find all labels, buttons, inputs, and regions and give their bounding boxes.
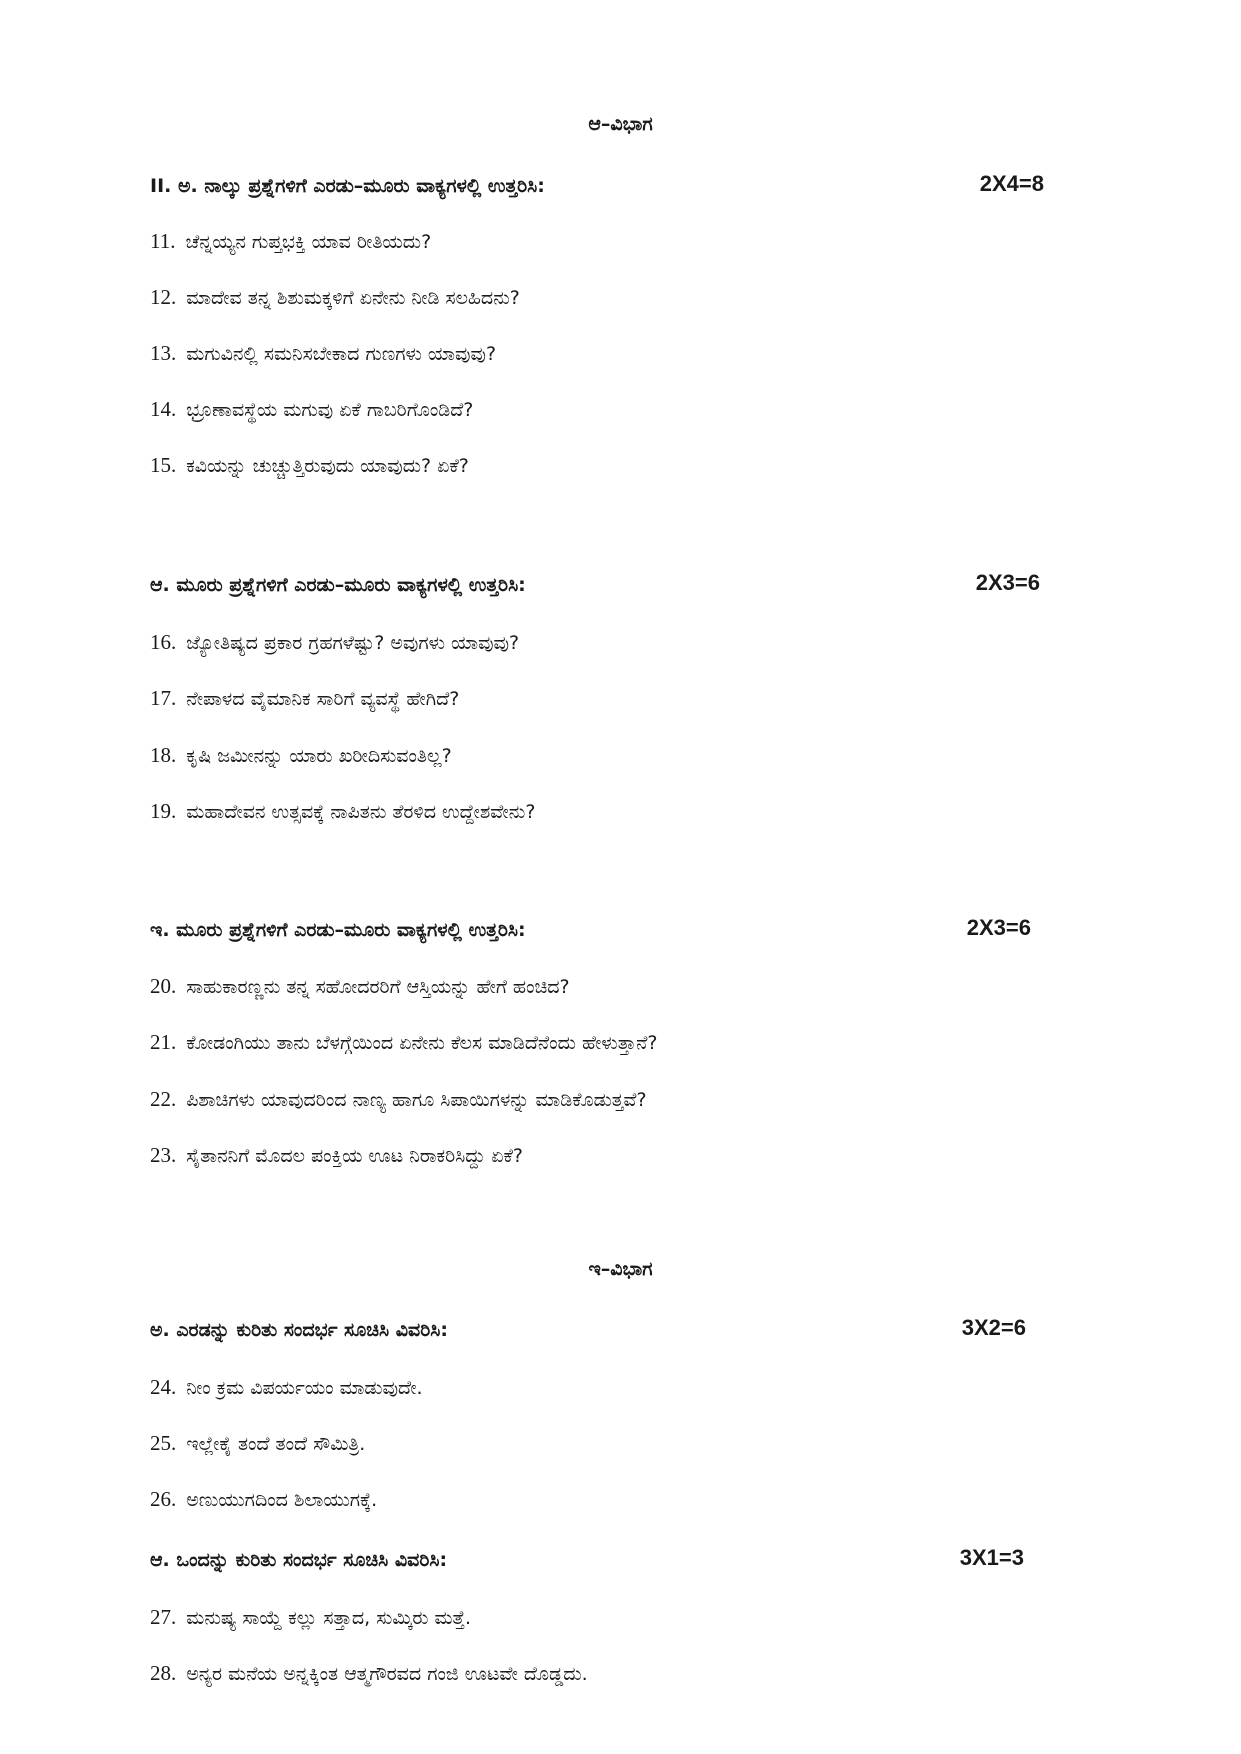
question-text: ಸೈತಾನನಿಗೆ ಮೊದಲ ಪಂಕ್ತಿಯ ಊಟ ನಿರಾಕರಿಸಿದ್ದು ಏಕೆ?: [186, 1145, 523, 1167]
part-instruction: II. ಅ. ನಾಲ್ಕು ಪ್ರಶ್ನೆಗಳಿಗೆ ಎರಡು–ಮೂರು ವಾಕ್ಯಗಳಲ್ಲಿ ಉತ್ತರಿಸಿ:: [150, 175, 545, 197]
question-number: 14.: [150, 397, 177, 421]
question-number: 27.: [150, 1605, 177, 1629]
question-item: [150, 341, 496, 366]
question-text: ಇಲ್ಲೇಕೈ ತಂದೆ ತಂದೆ ಸೌಮಿತ್ರಿ.: [186, 1433, 366, 1455]
question-number: 24.: [150, 1375, 177, 1399]
question-text: ಮಾದೇವ ತನ್ನ ಶಿಶುಮಕ್ಕಳಿಗೆ ಏನೇನು ನೀಡಿ ಸಲಹಿದನು?: [186, 287, 520, 309]
question-text: ಚೆನ್ನಯ್ಯನ ಗುಪ್ತಭಕ್ತಿ ಯಾವ ರೀತಿಯದು?: [185, 231, 432, 253]
question-text: ಕೋಡಂಗಿಯು ತಾನು ಬೆಳಗ್ಗೆಯಿಂದ ಏನೇನು ಕೆಲಸ ಮಾಡಿದೆನೆಂದು ಹೇಳುತ್ತಾನೆ?: [186, 1032, 658, 1054]
question-item: [150, 229, 431, 254]
question-number: 13.: [150, 341, 177, 365]
question-number: 22.: [150, 1087, 177, 1111]
question-text: ಅಣುಯುಗದಿಂದ ಶಿಲಾಯುಗಕ್ಕೆ.: [186, 1489, 378, 1511]
question-item: [150, 1661, 588, 1686]
question-text: ಸಾಹುಕಾರಣ್ಣನು ತನ್ನ ಸಹೋದರರಿಗೆ ಆಸ್ತಿಯನ್ನು ಹೇಗೆ ಹಂಚಿದ?: [186, 976, 570, 998]
question-item: [150, 630, 519, 655]
part-instruction: ಆ. ಒಂದನ್ನು ಕುರಿತು ಸಂದರ್ಭ ಸೂಚಿಸಿ ವಿವರಿಸಿ:: [150, 1549, 448, 1571]
question-number: 26.: [150, 1487, 177, 1511]
question-text: ಕೃಷಿ ಜಮೀನನ್ನು ಯಾರು ಖರೀದಿಸುವಂತಿಲ್ಲ?: [186, 745, 452, 767]
question-text: ಕವಿಯನ್ನು ಚುಚ್ಚುತ್ತಿರುವುದು ಯಾವುದು? ಏಕೆ?: [186, 455, 469, 477]
question-number: 25.: [150, 1431, 177, 1455]
part-marks: 3X1=3: [959, 1545, 1024, 1570]
part-marks: 2X4=8: [979, 171, 1044, 196]
question-number: 17.: [150, 686, 177, 710]
question-item: [150, 1030, 658, 1055]
question-number: 19.: [150, 799, 177, 823]
question-item: [150, 1143, 523, 1168]
question-item: [150, 686, 459, 711]
question-text: ಮಗುವಿನಲ್ಲಿ ಸಮನಿಸಬೇಕಾದ ಗುಣಗಳು ಯಾವುವು?: [186, 343, 497, 365]
question-text: ಅನ್ಯರ ಮನೆಯ ಅನ್ನಕ್ಕಿಂತ ಆತ್ಮಗೌರವದ ಗಂಜಿ ಊಟವೇ ದೊಡ್ಡದು.: [186, 1663, 588, 1685]
question-text: ನೇಪಾಳದ ವೈಮಾನಿಕ ಸಾರಿಗೆ ವ್ಯವಸ್ಥೆ ಹೇಗಿದೆ?: [186, 688, 460, 710]
question-number: 28.: [150, 1661, 177, 1685]
question-item: [150, 743, 452, 768]
question-item: [150, 1431, 365, 1456]
part-instruction: ಆ. ಮೂರು ಪ್ರಶ್ನೆಗಳಿಗೆ ಎರಡು–ಮೂರು ವಾಕ್ಯಗಳಲ್ಲಿ ಉತ್ತರಿಸಿ:: [150, 574, 526, 596]
question-text: ಮನುಷ್ಯ ಸಾಯ್ದೆ ಕಲ್ಲು ಸತ್ತಾದ, ಸುಮ್ಕಿರು ಮತ್ತೆ.: [186, 1607, 472, 1629]
part-instruction: ಅ. ಎರಡನ್ನು ಕುರಿತು ಸಂದರ್ಭ ಸೂಚಿಸಿ ವಿವರಿಸಿ:: [150, 1319, 448, 1341]
question-number: 11.: [150, 229, 176, 253]
question-item: [150, 1605, 471, 1630]
question-text: ನೀಂ ಕ್ರಮ ವಿಪರ್ಯಯಂ ಮಾಡುವುದೇ.: [186, 1377, 423, 1399]
question-item: [150, 1087, 647, 1112]
question-number: 16.: [150, 630, 177, 654]
question-item: [150, 1487, 377, 1512]
question-item: [150, 397, 473, 422]
part-marks: 2X3=6: [966, 915, 1031, 940]
part-marks: 2X3=6: [975, 570, 1040, 595]
part-marks: 3X2=6: [961, 1315, 1026, 1340]
question-item: [150, 974, 570, 999]
question-item: [150, 285, 520, 310]
question-text: ಜ್ಯೋತಿಷ್ಯದ ಪ್ರಕಾರ ಗ್ರಹಗಳೆಷ್ಟು? ಅವುಗಳು ಯಾವುವು?: [186, 632, 520, 654]
question-item: [150, 453, 469, 478]
question-number: 12.: [150, 285, 177, 309]
question-text: ಪಿಶಾಚಿಗಳು ಯಾವುದರಿಂದ ನಾಣ್ಯ ಹಾಗೂ ಸಿಪಾಯಿಗಳನ್ನು ಮಾಡಿಕೊಡುತ್ತವೆ?: [186, 1089, 647, 1111]
question-number: 23.: [150, 1143, 177, 1167]
question-number: 20.: [150, 974, 177, 998]
part-instruction: ಇ. ಮೂರು ಪ್ರಶ್ನೆಗಳಿಗೆ ಎರಡು–ಮೂರು ವಾಕ್ಯಗಳಲ್ಲಿ ಉತ್ತರಿಸಿ:: [150, 919, 526, 941]
question-text: ಭ್ರೂಣಾವಸ್ಥೆಯ ಮಗುವು ಏಕೆ ಗಾಬರಿಗೊಂಡಿದೆ?: [186, 399, 474, 421]
question-item: [150, 1375, 423, 1400]
question-number: 15.: [150, 453, 177, 477]
question-text: ಮಹಾದೇವನ ಉತ್ಸವಕ್ಕೆ ನಾಪಿತನು ತೆರಳಿದ ಉದ್ದೇಶವೇನು?: [186, 801, 536, 823]
question-item: [150, 799, 535, 824]
section-heading: ಆ–ವಿಭಾಗ: [588, 113, 653, 135]
question-number: 21.: [150, 1030, 177, 1054]
question-number: 18.: [150, 743, 177, 767]
section-heading: ಇ–ವಿಭಾಗ: [588, 1258, 653, 1280]
